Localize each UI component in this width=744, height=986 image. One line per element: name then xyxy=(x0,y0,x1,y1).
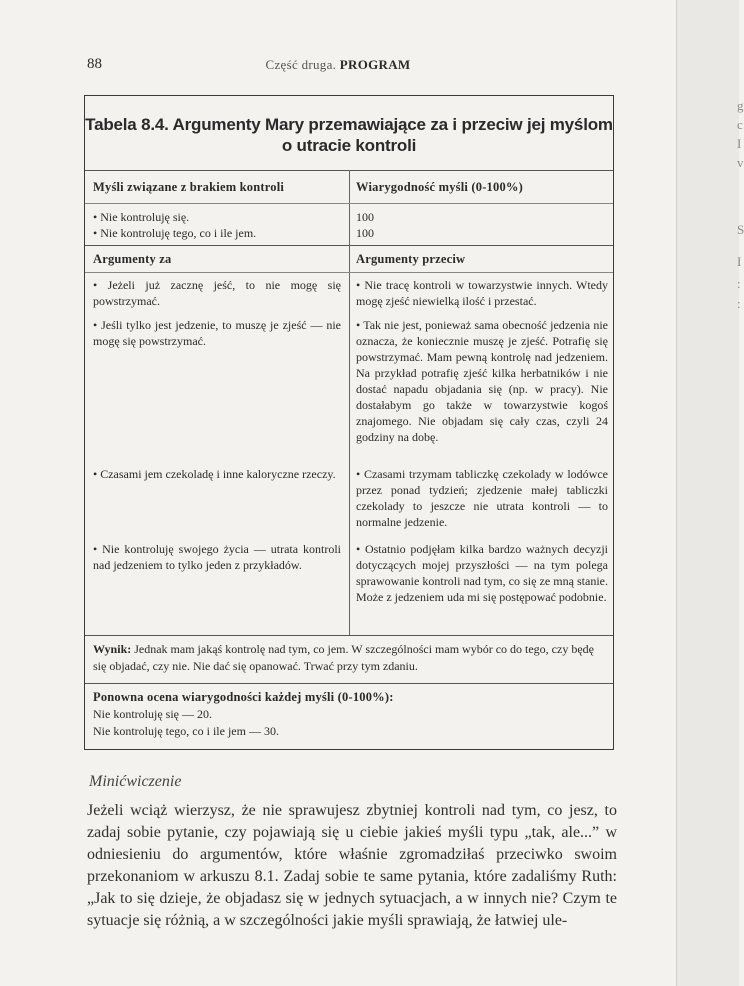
argument-against: • Nie tracę kontroli w towarzystwie innych. Wtedy mogę zjeść niewielką ilość i przestać. xyxy=(356,278,608,308)
argument-against: • Tak nie jest, ponieważ sama obecność jedzenia nie oznacza, że koniecznie muszę je zjeść. Potrafię się powstrzymać. Mam pewną kontrolę nad jedzeniem. Na przykład potrafię zjeść kilka herbatników i nie dostać napadu objadania się (np. w pracy). Nie dostałabym go także w towarzystwie kogoś znajomego. Nie objadam się cały czas, czyli 24 godziny na dobę. xyxy=(356,318,608,444)
edge-glyph: v xyxy=(737,155,744,170)
divider xyxy=(85,272,613,273)
argument-for: • Jeżeli już zacznę jeść, to nie mogę się powstrzymać. xyxy=(93,278,341,308)
running-head-part: Część druga. xyxy=(265,57,337,72)
argument-against: • Ostatnio podjęłam kilka bardzo ważnych decyzji dotyczących mojej przyszłości — na tym polega sprawowanie kontroli nad tym, co się ze mną stanie. Może z jedzeniem uda mi się postępować podobnie. xyxy=(356,542,608,604)
rating-value: 100 xyxy=(356,210,374,224)
thought-item: • Nie kontroluję tego, co i ile jem. xyxy=(93,226,257,240)
result-note xyxy=(93,641,605,675)
running-head-bold: PROGRAM xyxy=(339,57,411,72)
thoughts-list xyxy=(93,209,343,241)
edge-glyph: I xyxy=(737,254,742,269)
edge-glyph: I xyxy=(737,136,742,151)
reassess-line: Nie kontroluję tego, co i ile jem — 30. xyxy=(93,724,279,738)
col2-header: Wiarygodność myśli (0-100%) xyxy=(356,180,523,194)
reassess-header: Ponowna ocena wiarygodności każdej myśli (0-100%): xyxy=(93,690,394,704)
table-title-line-1: Tabela 8.4. Argumenty Mary przemawiające za i przeciw jej myślom xyxy=(85,115,613,134)
edge-glyph: c xyxy=(737,117,743,132)
ratings-list xyxy=(356,209,606,241)
divider xyxy=(85,635,613,636)
argument-for: • Nie kontroluję swojego życia — utrata kontroli nad jedzeniem to tylko jeden z przykładów. xyxy=(93,542,341,572)
for-header: Argumenty za xyxy=(93,252,172,266)
column-divider xyxy=(349,170,350,635)
edge-glyph: : xyxy=(737,296,741,311)
running-head xyxy=(0,57,676,73)
argument-for: • Czasami jem czekoladę i inne kaloryczne rzeczy. xyxy=(93,467,336,481)
against-header: Argumenty przeciw xyxy=(356,252,466,266)
page-number: 88 xyxy=(87,56,102,72)
edge-glyph: : xyxy=(737,276,741,291)
table-title xyxy=(85,114,613,156)
facing-page-edge xyxy=(676,0,744,986)
table-title-line-2: o utracie kontroli xyxy=(281,136,417,155)
reassessment xyxy=(93,689,605,740)
reassess-line: Nie kontroluję się — 20. xyxy=(93,707,212,721)
argument-for: • Jeśli tylko jest jedzenie, to muszę je zjeść — nie mogę się powstrzymać. xyxy=(93,318,341,348)
argument-table xyxy=(84,95,614,750)
result-label: Wynik: xyxy=(93,642,132,656)
edge-glyph: g xyxy=(737,98,744,113)
exercise-title: Minićwiczenie xyxy=(89,773,182,790)
rating-value: 100 xyxy=(356,226,374,240)
divider xyxy=(85,203,613,204)
argument-against: • Czasami trzymam tabliczkę czekolady w lodówce przez ponad tydzień; zjedzenie małej tabliczki czekolady to jeszcze nie utrata kontroli — to normalne jedzenie. xyxy=(356,467,608,529)
divider xyxy=(85,245,613,246)
divider xyxy=(85,683,613,684)
thought-item: • Nie kontroluję się. xyxy=(93,210,190,224)
col1-header: Myśli związane z brakiem kontroli xyxy=(93,180,285,194)
edge-glyph: S xyxy=(737,222,744,237)
exercise-paragraph: Jeżeli wciąż wierzysz, że nie sprawujesz zbytniej kontroli nad tym, co jesz, to zadaj sobie pytanie, czy pojawiają się u ciebie jakieś myśli typu „tak, ale...” w odniesieniu do argumentów, które właśnie zgromadziłaś przeciwko swoim przekonaniom w arkuszu 8.1. Zadaj sobie te same pytania, które zadaliśmy Ruth: „Jak to się dzieje, że objadasz się w jednych sytuacjach, a w innych nie? Czym te sytuacje się różnią, a w szczególności jakie myśli sprawiają, że łatwiej ule- xyxy=(87,802,617,929)
result-text: Jednak mam jakąś kontrolę nad tym, co jem. W szczególności mam wybór co do tego, czy będę się objadać, czy nie. Nie dać się opanować. Trwać przy tym zdaniu. xyxy=(93,642,594,673)
